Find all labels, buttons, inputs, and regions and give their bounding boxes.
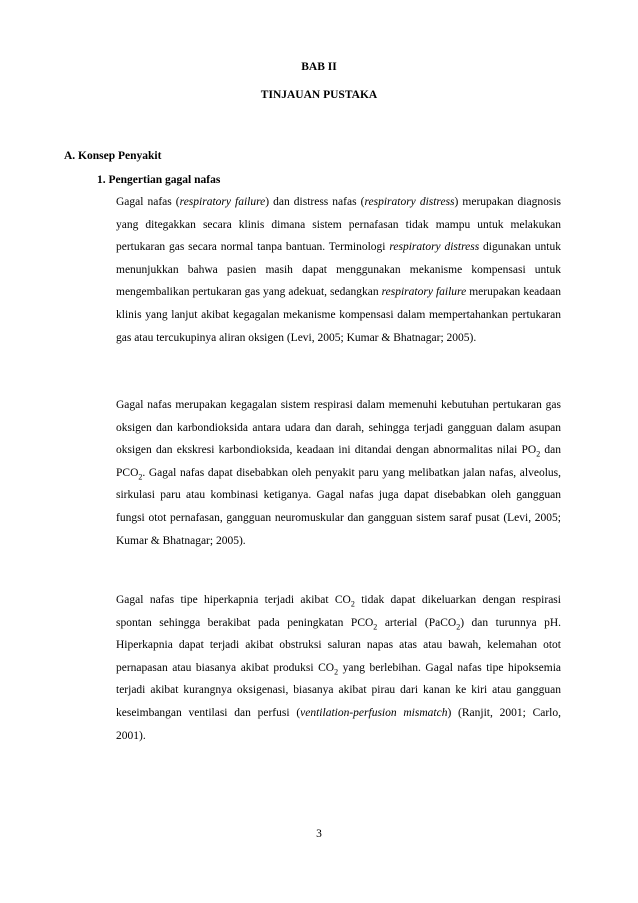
subscript: 2	[373, 621, 378, 631]
text-run: ) (Ranjit, 2001; Carlo, 2001).	[116, 706, 561, 742]
text-run: ) dan distress nafas (	[265, 196, 365, 208]
text-run: Gagal nafas (	[116, 196, 180, 208]
subscript: 2	[456, 621, 461, 631]
text-run: tidak dapat dikeluarkan dengan respirasi spontan sehingga berakibat pada peningkatan PCO	[116, 594, 561, 629]
subscript: 2	[350, 599, 355, 609]
italic-term: respiratory distress	[364, 196, 455, 208]
text-run: Gagal nafas merupakan kegagalan sistem respirasi dalam memenuhi kebutuhan pertukaran gas oksigen dan karbondioksida antara udara dan darah, sehingga terjadi gangguan dalam asupan oksigen dan ekskresi karbondioksida, keadaan ini ditandai dengan abnormalitas nilai PO	[116, 399, 561, 457]
text-run: . Gagal nafas dapat disebabkan oleh penyakit paru yang melibatkan jalan nafas, alveolus, sirkulasi paru atau kombinasi ketiganya. Gagal nafas juga dapat disebabkan oleh gangguan fungsi otot pernafasan, gangguan neuromuskular dan gangguan sistem saraf pusat (Levi, 2005; Kumar & Bhatnagar; 2005).	[116, 466, 561, 547]
italic-term: ventilation-perfusion mismatch	[300, 706, 448, 719]
italic-term: respiratory failure	[381, 286, 467, 299]
text-run: arterial (PaCO	[377, 616, 457, 629]
italic-term: respiratory failure	[179, 196, 266, 208]
text-run: Gagal nafas tipe hiperkapnia terjadi akibat CO	[116, 594, 351, 606]
paragraph-definition	[116, 191, 561, 349]
italic-term: respiratory distress	[389, 241, 480, 254]
text-run: ) merupakan diagnosis yang ditegakkan secara klinis dimana sistem pernafasan tidak mampu untuk melakukan pertukaran gas secara normal tanpa bantuan. Terminologi	[116, 196, 561, 254]
paragraph-causes	[116, 394, 561, 552]
paragraph-types	[116, 589, 561, 747]
text-run: dan PCO	[116, 444, 561, 479]
chapter-title: TINJAUAN PUSTAKA	[260, 89, 378, 101]
subsection-heading: 1. Pengertian gagal nafas	[97, 174, 221, 186]
section-heading: A. Konsep Penyakit	[64, 150, 162, 162]
subscript: 2	[138, 472, 143, 482]
text-run: merupakan keadaan klinis yang lanjut akibat kegagalan mekanisme kompensasi dalam mempertahankan pertukaran gas atau tercukupinya aliran oksigen (Levi, 2005; Kumar & Bhatnagar; 2005).	[116, 286, 561, 344]
subscript: 2	[334, 667, 339, 677]
text-run: ) dan turunnya pH. Hiperkapnia dapat terjadi akibat obstruksi saluran napas atas atau bawah, kelemahan otot pernapasan atau biasanya akibat produksi CO	[116, 616, 561, 674]
subscript: 2	[536, 449, 541, 459]
chapter-label: BAB II	[301, 61, 337, 73]
page-number: 3	[316, 828, 322, 840]
text-run: yang berlebihan. Gagal nafas tipe hipoksemia terjadi akibat kurangnya oksigenasi, biasanya akibat pirau dari kanan ke kiri atau gangguan keseimbangan ventilasi dan perfusi (	[116, 661, 561, 719]
text-run: digunakan untuk menunjukkan bahwa pasien masih dapat menggunakan mekanisme kompensasi untuk mengembalikan pertukaran gas yang adekuat, sedangkan	[116, 241, 561, 299]
